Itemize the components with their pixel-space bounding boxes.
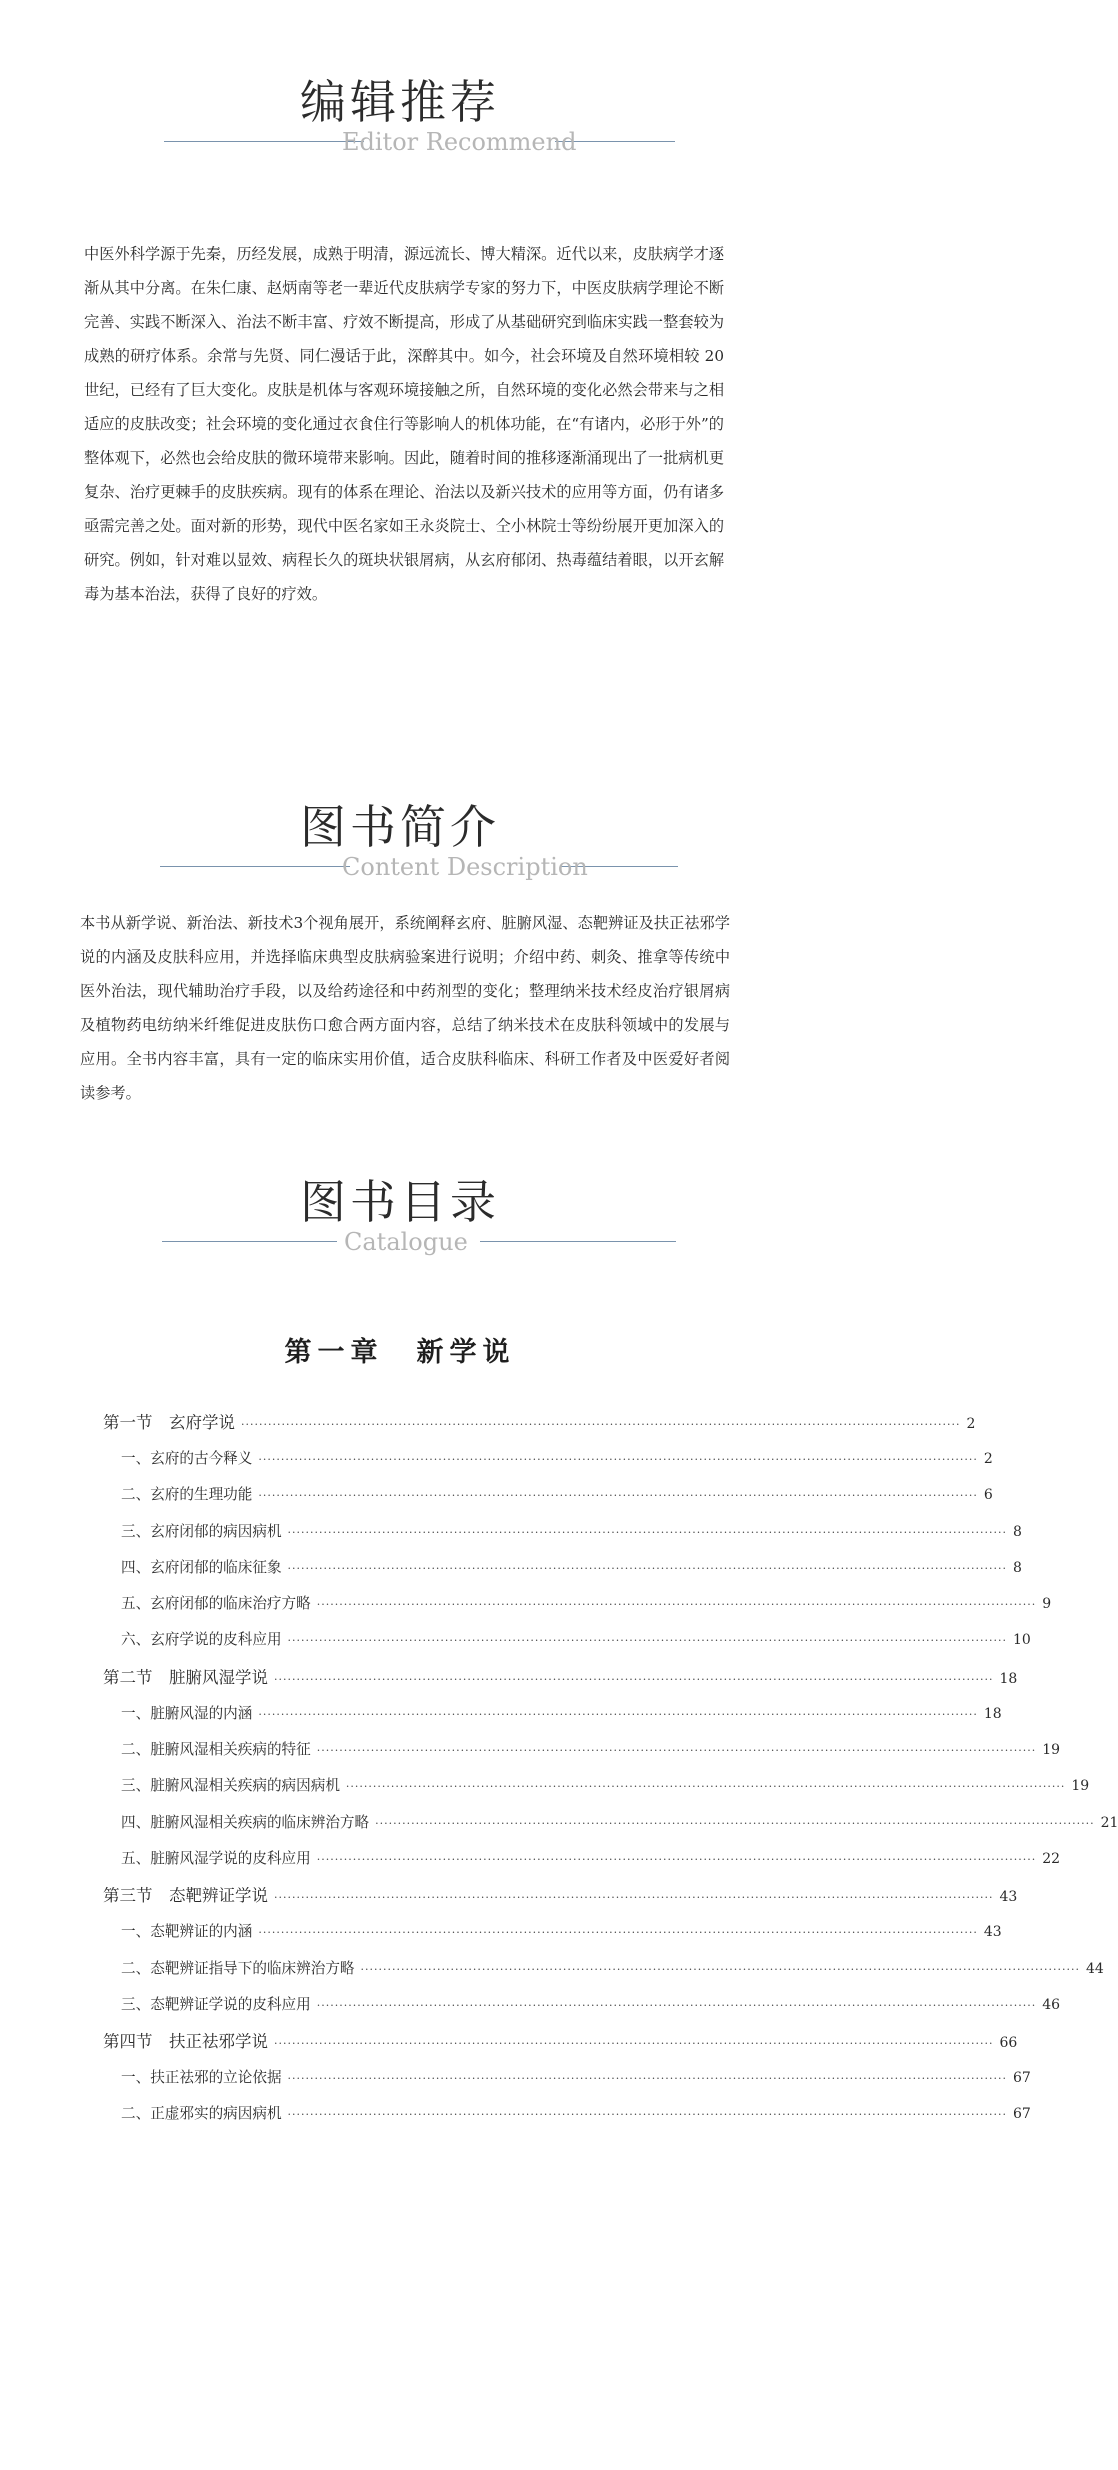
toc-entry-title: 五、玄府闭郁的临床治疗方略 (121, 1595, 311, 1613)
toc-page-number: 10 (1013, 1632, 1031, 1649)
toc-page-number: 44 (1085, 1960, 1104, 1977)
content-description-header (0, 797, 800, 917)
editor-recommend-text: 中医外科学源于先秦，历经发展，成熟于明清，源远流长、博大精深。近代以来，皮肤病学才逐渐从其中分离。在朱仁康、赵炳南等老一辈近代皮肤病学专家的努力下，中医皮肤病学理论不断完善、实践不断深入、治法不断丰富、疗效不断提高，形成了从基础研究到临床实践一整套较为成熟的研疗体系。余常与先贤、同仁漫话于此，深醉其中。如今，社会环境及自然环境相较 20世纪，已经有了巨大变化。皮肤是机体与客观环境接触之所，自然环境的变化必然会带来与之相适应的皮肤改变；社会环境的变化通过衣食住行等影响人的机体功能，在“有诸内，必形于外”的整体观下，必然也会给皮肤的微环境带来影响。因此，随着时间的推移逐渐涌现出了一批病机更复杂、治疗更棘手的皮肤疾病。现有的体系在理论、治法以及新兴技术的应用等方面，仍有诸多亟需完善之处。面对新的形势，现代中医名家如王永炎院士、仝小林院士等纷纷展开更加深入的研究。例如，针对难以显效、病程长久的斑块状银屑病，从玄府郁闭、热毒蕴结着眼，以开玄解毒为基本治法，获得了良好的疗效。 (84, 245, 724, 603)
toc-page-number: 43 (999, 1889, 1018, 1906)
toc-leader-dots: ································································································································································ (274, 1672, 994, 1686)
toc-entry-title: 一、脏腑风湿的内涵 (121, 1704, 253, 1722)
toc-leader-dots: ································································································································································ (316, 1998, 1037, 2012)
content-description-subtitle: Content Description (342, 853, 588, 881)
toc-leader-dots: ································································································································································ (287, 2072, 1007, 2086)
toc-entry-title: 二、正虚邪实的病因病机 (121, 2105, 282, 2123)
toc-section-row (103, 1877, 1018, 1914)
toc-page-number: 2 (983, 1451, 993, 1467)
toc-item-row (103, 1732, 1061, 1768)
toc-page-number: 46 (1042, 1996, 1061, 2013)
toc-item-row (103, 1987, 1061, 2023)
toc-page-number: 21 (1100, 1814, 1118, 1831)
toc-item-row (103, 1768, 1090, 1804)
toc-leader-dots: ································································································································································ (274, 2037, 994, 2051)
toc-leader-dots: ································································································································································ (258, 1453, 978, 1466)
toc-leader-dots: ································································································································································ (287, 1525, 1007, 1539)
toc-entry-title: 二、脏腑风湿相关疾病的特征 (121, 1741, 311, 1759)
toc-page-number: 18 (999, 1670, 1018, 1687)
toc-entry-title: 六、玄府学说的皮科应用 (121, 1631, 282, 1649)
toc-item-row (103, 2060, 1031, 2096)
toc-item-row (103, 1951, 1104, 1987)
toc-page-number: 18 (983, 1705, 1002, 1722)
toc-section-row (103, 1404, 976, 1441)
editor-recommend-title: 编辑推荐 (300, 75, 500, 129)
toc-item-row (103, 1586, 1052, 1622)
toc-page-number: 22 (1042, 1850, 1061, 1867)
table-of-contents (103, 1404, 1118, 2133)
header-rule-left (164, 141, 364, 142)
toc-item-row (103, 1550, 1022, 1586)
toc-page-number: 19 (1042, 1742, 1061, 1759)
toc-leader-dots: ································································································································································ (287, 1634, 1007, 1648)
toc-section-row (103, 2023, 1018, 2060)
toc-item-row (103, 1805, 1118, 1841)
toc-item-row (103, 1841, 1061, 1877)
toc-leader-dots: ································································································································································ (316, 1598, 1037, 1612)
content-description-text: 本书从新学说、新治法、新技术3个视角展开，系统阐释玄府、脏腑风湿、态靶辨证及扶正祛邪学说的内涵及皮肤科应用，并选择临床典型皮肤病验案进行说明；介绍中药、刺灸、推拿等传统中医外治法，现代辅助治疗手段，以及给药途径和中药剂型的变化；整理纳米技术经皮治疗银屑病及植物药电纺纳米纤维促进皮肤伤口愈合两方面内容，总结了纳米技术在皮肤科领域中的发展与应用。全书内容丰富，具有一定的临床实用价值，适合皮肤科临床、科研工作者及中医爱好者阅读参考。 (80, 914, 730, 1102)
toc-leader-dots: ································································································································································ (258, 1489, 978, 1503)
toc-entry-title: 第四节 扶正祛邪学说 (103, 2032, 268, 2052)
toc-entry-title: 二、态靶辨证指导下的临床辨治方略 (121, 1959, 355, 1977)
toc-page-number: 8 (1013, 1559, 1022, 1576)
editor-recommend-subtitle: Editor Recommend (342, 128, 577, 156)
toc-page-number: 6 (983, 1487, 993, 1504)
toc-section-row (103, 1659, 1018, 1696)
toc-entry-title: 三、脏腑风湿相关疾病的病因病机 (121, 1777, 340, 1795)
toc-entry-title: 一、态靶辨证的内涵 (121, 1923, 253, 1941)
toc-item-row (103, 1514, 1022, 1550)
toc-item-row (103, 2096, 1031, 2132)
toc-entry-title: 第二节 脏腑风湿学说 (103, 1667, 268, 1687)
catalogue-header (0, 1172, 800, 1292)
toc-leader-dots: ································································································································································ (287, 1561, 1007, 1575)
toc-leader-dots: ································································································································································ (241, 1418, 961, 1431)
toc-entry-title: 一、玄府的古今释义 (121, 1450, 253, 1467)
toc-leader-dots: ································································································································································ (274, 1891, 994, 1905)
toc-entry-title: 五、脏腑风湿学说的皮科应用 (121, 1849, 311, 1867)
toc-leader-dots: ································································································································································ (360, 1962, 1080, 1976)
toc-entry-title: 四、玄府闭郁的临床征象 (121, 1558, 282, 1576)
toc-entry-title: 第三节 态靶辨证学说 (103, 1886, 268, 1906)
toc-page-number: 67 (1013, 2070, 1031, 2087)
chapter-title: 第一章 新学说 (284, 1337, 516, 1368)
toc-leader-dots: ································································································································································ (258, 1707, 978, 1721)
toc-item-row (103, 1477, 993, 1513)
header-rule-left (160, 866, 350, 867)
editor-recommend-header (0, 72, 800, 192)
toc-page-number: 2 (966, 1416, 976, 1432)
toc-entry-title: 一、扶正祛邪的立论依据 (121, 2069, 282, 2087)
toc-entry-title: 三、玄府闭郁的病因病机 (121, 1522, 282, 1540)
toc-leader-dots: ································································································································································ (375, 1816, 1095, 1830)
toc-page-number: 67 (1013, 2106, 1031, 2123)
toc-item-row (103, 1441, 993, 1477)
toc-page-number: 43 (983, 1924, 1002, 1941)
catalogue-subtitle: Catalogue (344, 1228, 468, 1256)
toc-leader-dots: ································································································································································ (287, 2108, 1007, 2122)
toc-entry-title: 四、脏腑风湿相关疾病的临床辨治方略 (121, 1813, 370, 1831)
toc-entry-title: 第一节 玄府学说 (103, 1413, 235, 1432)
header-rule-left (162, 1241, 337, 1242)
toc-leader-dots: ································································································································································ (258, 1926, 978, 1940)
toc-item-row (103, 1914, 1002, 1950)
header-rule-right (480, 1241, 676, 1242)
toc-leader-dots: ································································································································································ (316, 1852, 1037, 1866)
toc-page-number: 8 (1013, 1523, 1022, 1540)
toc-item-row (103, 1696, 1002, 1732)
toc-entry-title: 三、态靶辨证学说的皮科应用 (121, 1995, 311, 2013)
toc-item-row (103, 1622, 1031, 1658)
toc-entry-title: 二、玄府的生理功能 (121, 1486, 253, 1504)
toc-page-number: 9 (1042, 1596, 1052, 1613)
content-description-title: 图书简介 (300, 800, 500, 854)
toc-leader-dots: ································································································································································ (345, 1780, 1066, 1794)
toc-page-number: 19 (1071, 1778, 1090, 1795)
catalogue-title: 图书目录 (300, 1175, 500, 1229)
toc-leader-dots: ································································································································································ (316, 1744, 1037, 1758)
toc-page-number: 66 (999, 2035, 1018, 2052)
